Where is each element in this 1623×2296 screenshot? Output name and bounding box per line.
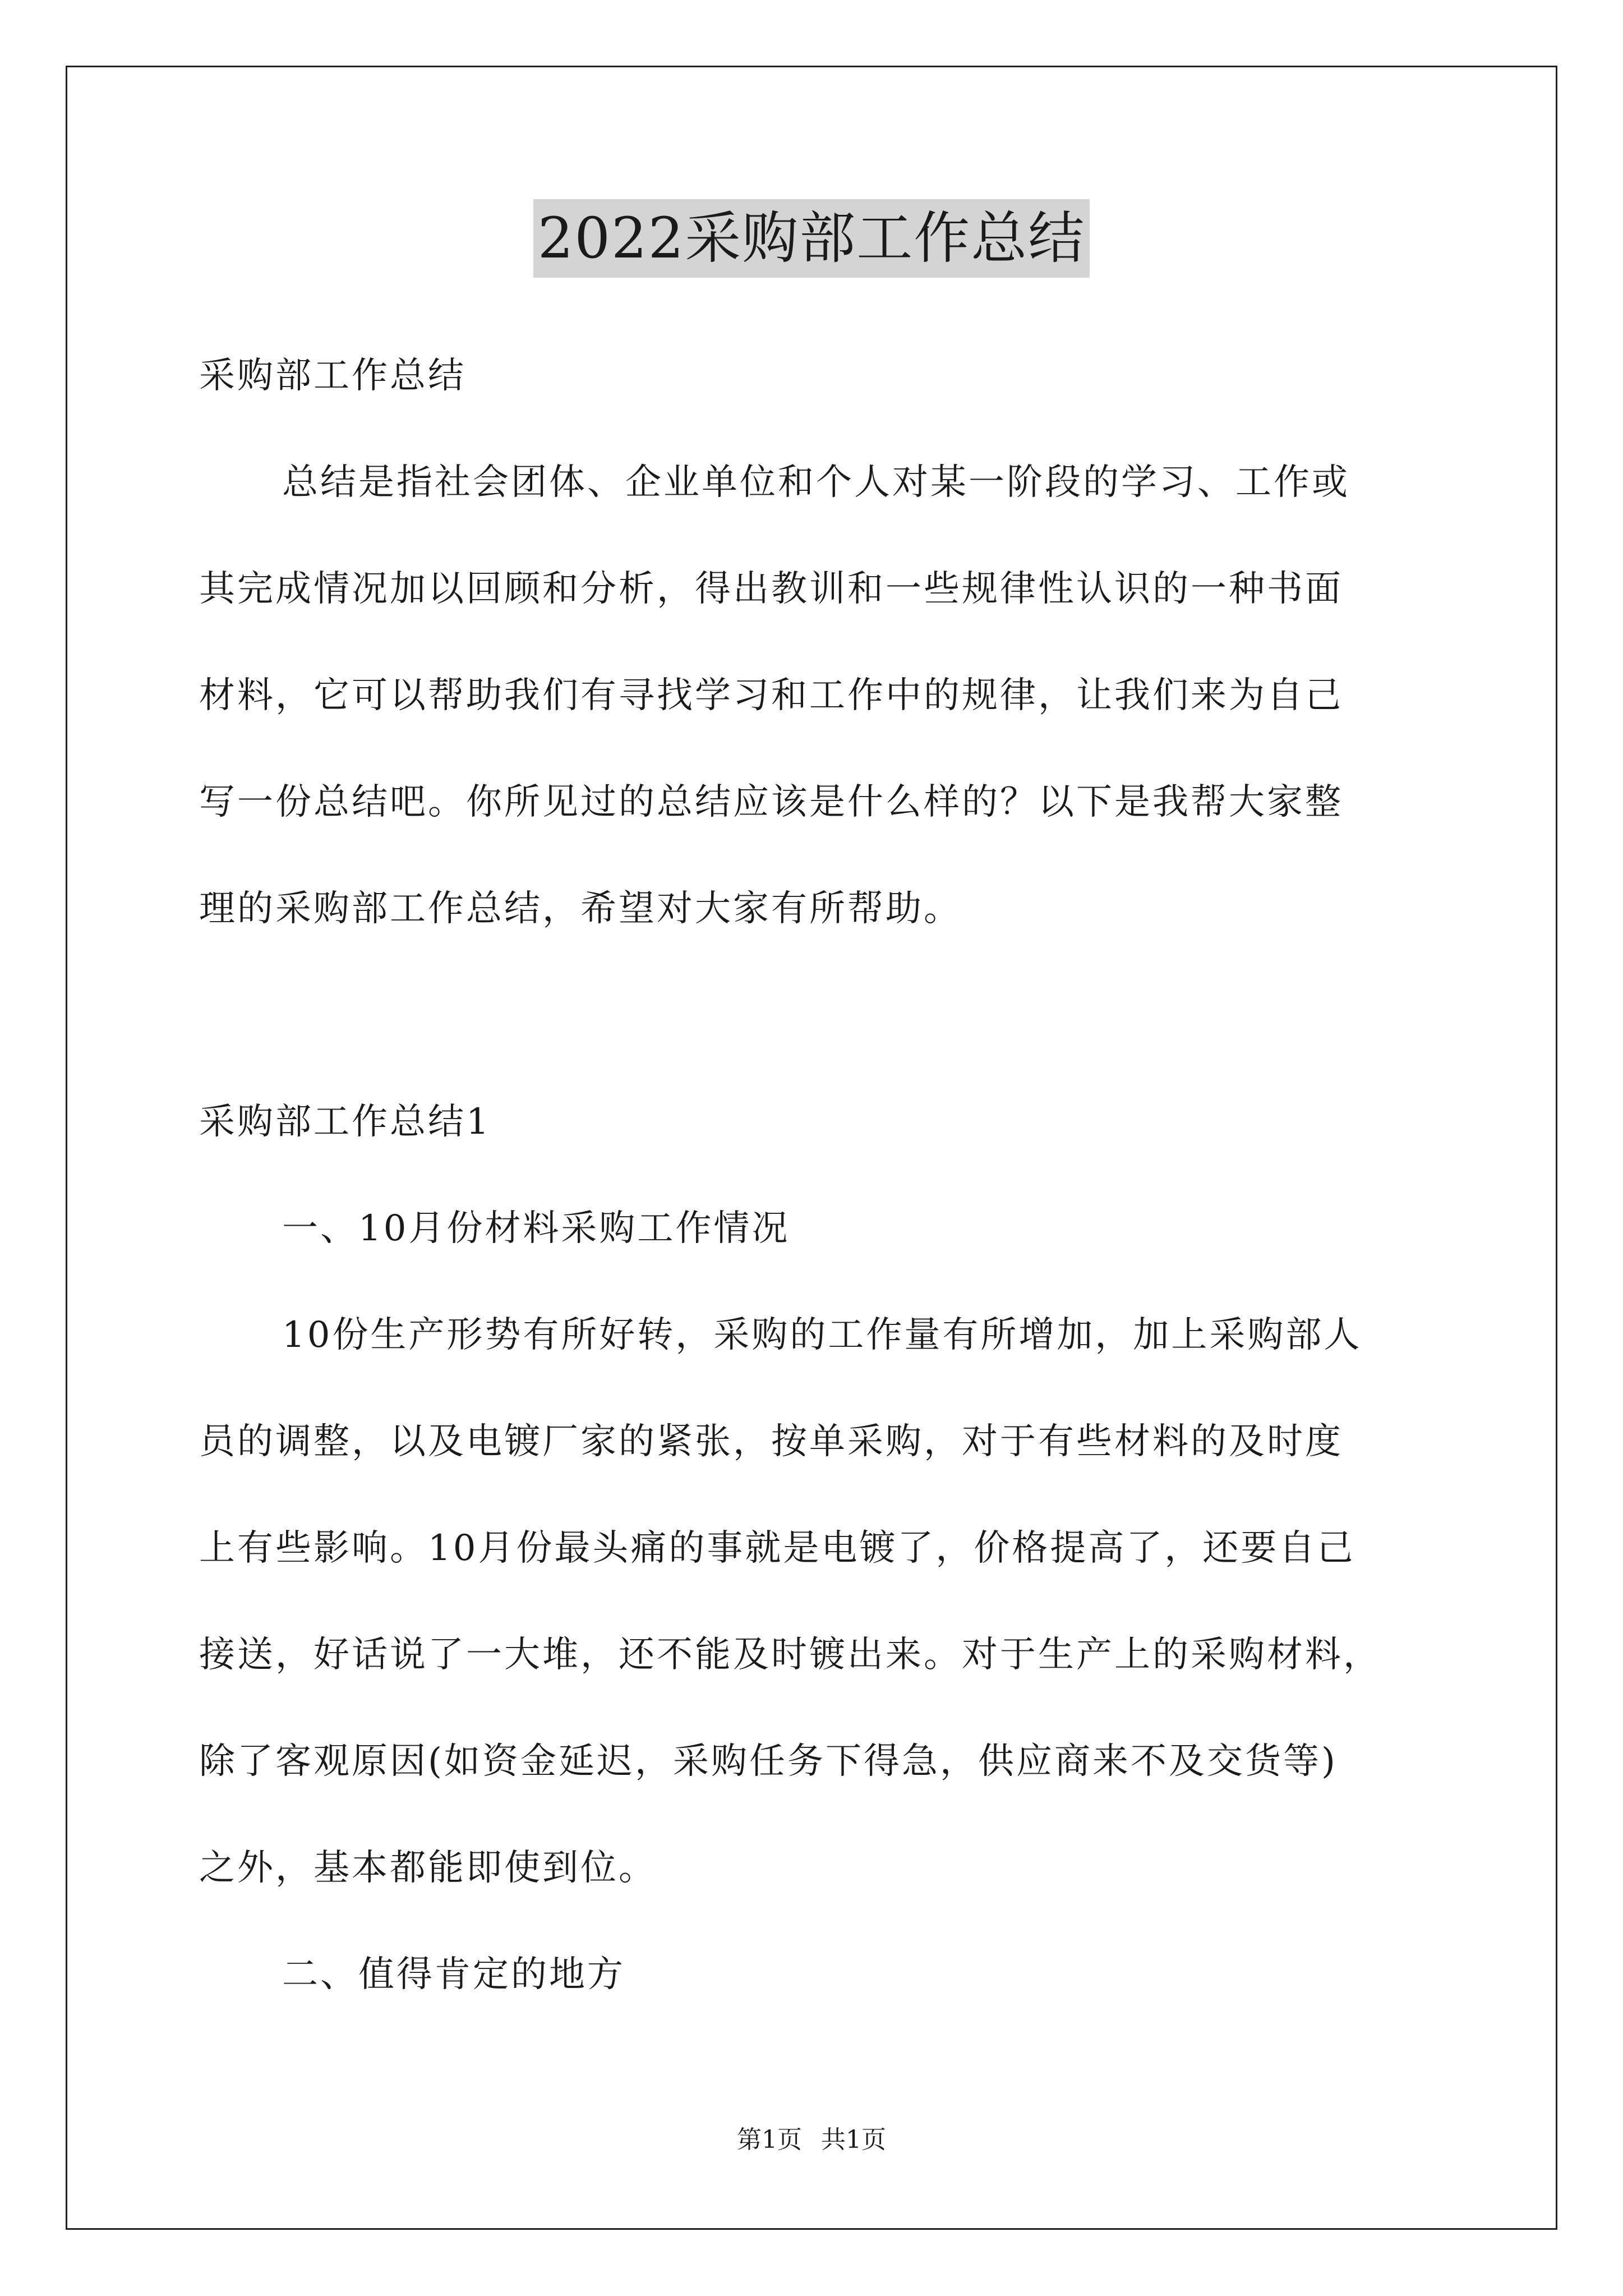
section1-heading — [199, 1069, 1461, 1175]
sub1-line: 10份生产形势有所好转，采购的工作量有所增加，加上采购部人 — [282, 1314, 1362, 1356]
sub2-heading-text: 二、值得肯定的地方 — [282, 1954, 625, 1995]
document-title: 2022采购部工作总结 — [533, 199, 1090, 278]
page-footer — [0, 2123, 1623, 2157]
intro-paragraph — [199, 429, 1461, 962]
page-number-current: 第1页 — [737, 2125, 802, 2154]
page-number-total: 共1页 — [821, 2125, 886, 2154]
intro-line: 其完成情况加以回顾和分析，得出教训和一些规律性认识的一种书面 — [199, 568, 1343, 610]
title-block — [0, 199, 1623, 278]
sub1-heading — [199, 1175, 1461, 1282]
spacer — [199, 962, 1461, 1069]
main-heading — [199, 323, 1461, 429]
section1-heading-text: 采购部工作总结1 — [199, 1101, 491, 1143]
sub1-line: 上有些影响。10月份最头痛的事就是电镀了，价格提高了，还要自己 — [199, 1527, 1355, 1569]
sub2-heading — [199, 1921, 1461, 2028]
intro-line: 写一份总结吧。你所见过的总结应该是什么样的？以下是我帮大家整 — [199, 781, 1343, 823]
sub1-line: 之外，基本都能即使到位。 — [199, 1847, 657, 1889]
main-heading-text: 采购部工作总结 — [199, 355, 466, 397]
sub1-line: 除了客观原因(如资金延迟，采购任务下得急，供应商来不及交货等) — [199, 1741, 1338, 1782]
intro-line: 总结是指社会团体、企业单位和个人对某一阶段的学习、工作或 — [282, 462, 1350, 503]
sub1-heading-text: 一、10月份材料采购工作情况 — [282, 1208, 790, 1249]
sub1-line: 员的调整，以及电镀厂家的紧张，按单采购，对于有些材料的及时度 — [199, 1421, 1343, 1462]
sub1-paragraph — [199, 1282, 1461, 1921]
sub1-line: 接送，好话说了一大堆，还不能及时镀出来。对于生产上的采购材料， — [199, 1634, 1381, 1676]
intro-line: 材料，它可以帮助我们有寻找学习和工作中的规律，让我们来为自己 — [199, 675, 1343, 716]
document-body — [199, 323, 1461, 2028]
intro-line: 理的采购部工作总结，希望对大家有所帮助。 — [199, 888, 962, 930]
